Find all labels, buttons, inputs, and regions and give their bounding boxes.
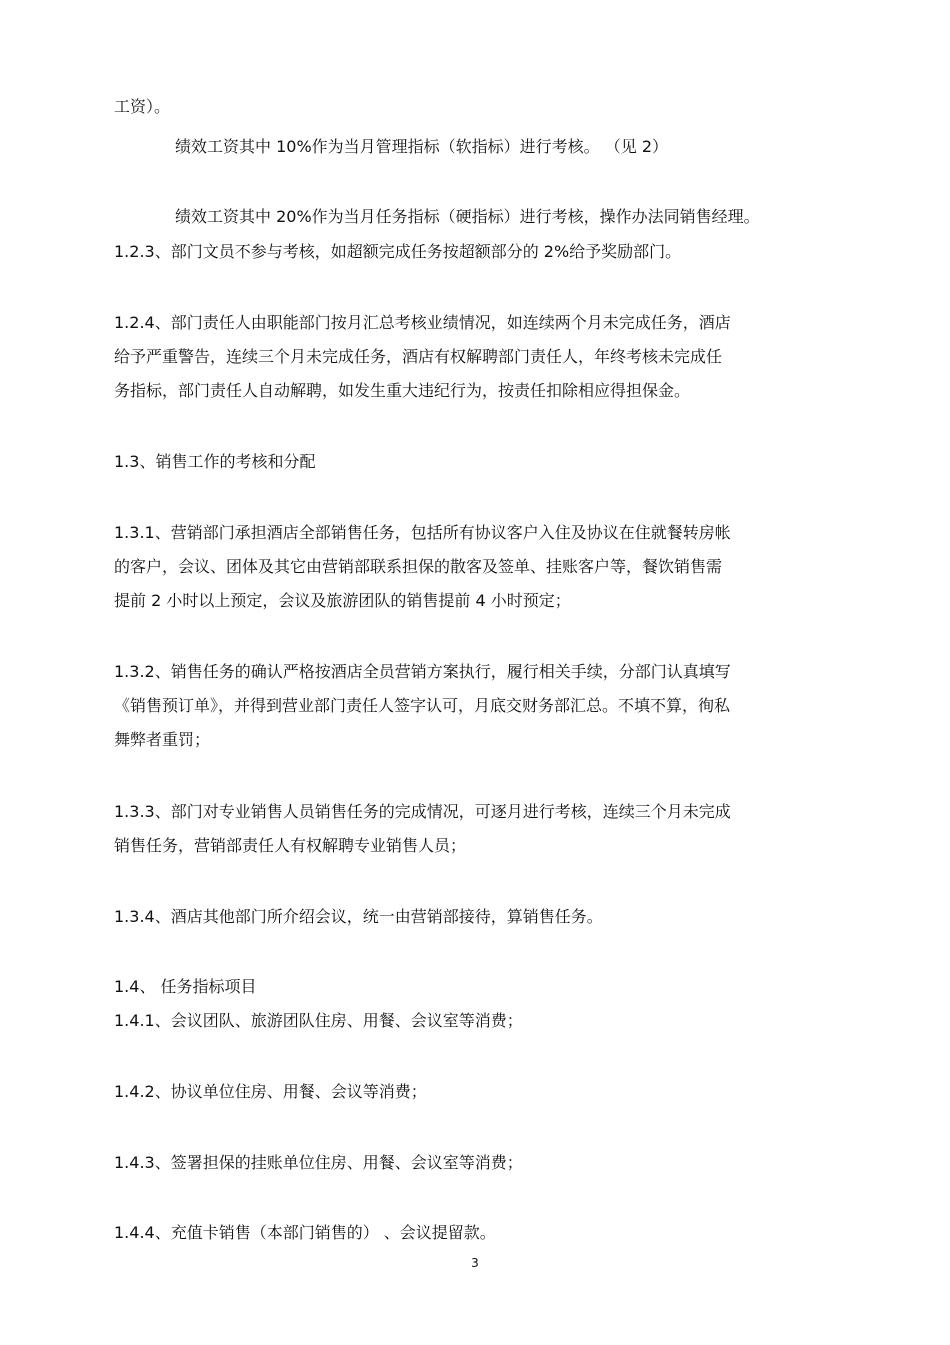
text-line: 1.3.4、酒店其他部门所介绍会议，统一由营销部接待，算销售任务。 (114, 907, 603, 926)
text-line: 务指标，部门责任人自动解聘，如发生重大违纪行为，按责任扣除相应得担保金。 (114, 381, 691, 400)
text-line: 销售任务，营销部责任人有权解聘专业销售人员； (114, 836, 467, 855)
text-line: 给予严重警告，连续三个月未完成任务，酒店有权解聘部门责任人，年终考核未完成任 (114, 347, 723, 366)
text-line: 《销售预订单》，并得到营业部门责任人签字认可，月底交财务部汇总。不填不算，徇私 (114, 696, 731, 715)
text-line: 1.3.1、营销部门承担酒店全部销售任务，包括所有协议客户入住及协议在住就餐转房帐 (114, 523, 731, 542)
page-number: 3 (471, 1256, 479, 1270)
text-line: 的客户，会议、团体及其它由营销部联系担保的散客及签单、挂账客户等，餐饮销售需 (114, 557, 723, 576)
text-line: 1.4.4、充值卡销售（本部门销售的） 、会议提留款。 (114, 1223, 496, 1242)
text-line: 绩效工资其中 10%作为当月管理指标（软指标）进行考核。 （见 2） (175, 137, 669, 156)
section-heading: 1.4、 任务指标项目 (114, 977, 257, 996)
text-line: 1.4.1、会议团队、旅游团队住房、用餐、会议室等消费； (114, 1011, 523, 1030)
text-line: 1.4.3、签署担保的挂账单位住房、用餐、会议室等消费； (114, 1153, 523, 1172)
text-line: 舞弊者重罚； (114, 730, 211, 749)
text-line: 1.3.2、销售任务的确认严格按酒店全员营销方案执行，履行相关手续，分部门认真填写 (114, 662, 731, 681)
text-line: 绩效工资其中 20%作为当月任务指标（硬指标）进行考核，操作办法同销售经理。 (175, 207, 760, 226)
text-line: 1.4.2、协议单位住房、用餐、会议等消费； (114, 1082, 427, 1101)
section-heading: 1.3、销售工作的考核和分配 (114, 452, 316, 471)
text-line: 工资）。 (114, 97, 171, 116)
text-line: 1.2.4、部门责任人由职能部门按月汇总考核业绩情况，如连续两个月未完成任务，酒店 (114, 313, 731, 332)
text-line: 提前 2 小时以上预定，会议及旅游团队的销售提前 4 小时预定； (114, 591, 571, 610)
text-line: 1.2.3、部门文员不参与考核，如超额完成任务按超额部分的 2%给予奖励部门。 (114, 242, 682, 261)
text-line: 1.3.3、部门对专业销售人员销售任务的完成情况，可逐月进行考核，连续三个月未完成 (114, 802, 731, 821)
